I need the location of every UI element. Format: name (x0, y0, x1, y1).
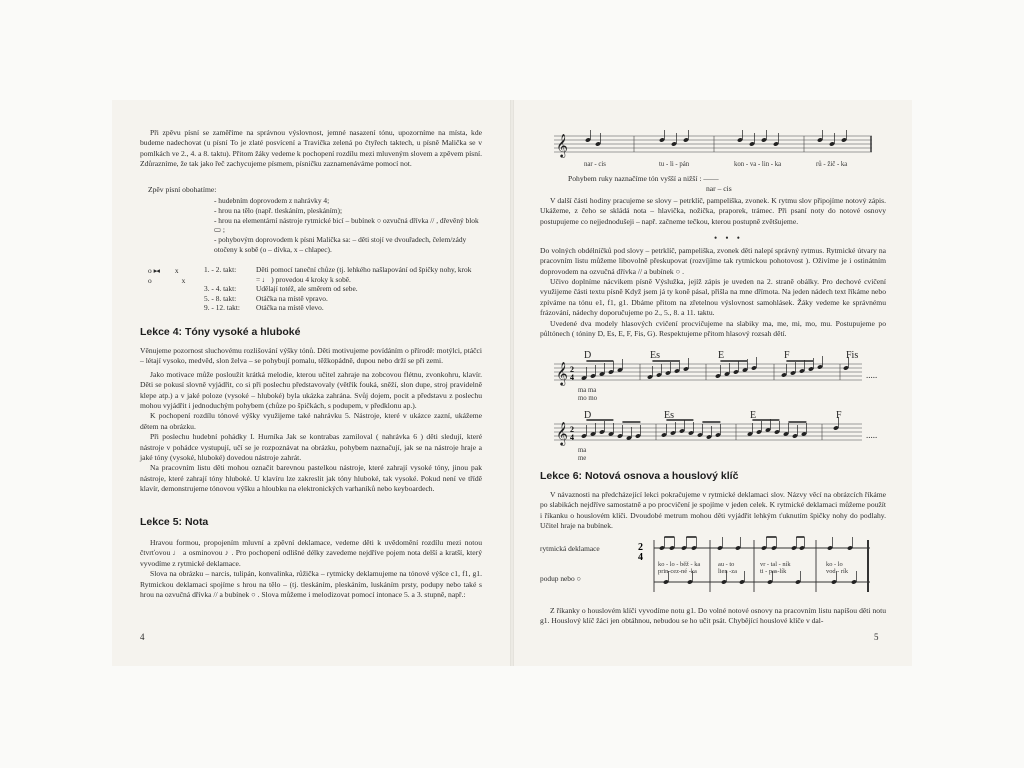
treble-clef-icon: 𝄞 (556, 423, 568, 445)
lesson5-paragraph: Slova na obrázku – narcis, tulipán, konvalinka, růžička – rytmicky deklamujeme na tónové výšce c1, f1, g1. Rytmickou deklamaci spojíme s hrou na tělo – (tj. tleskáním, pleskáním, luskáním prsty, podupy nebo také s hrou na ozvučná dřívka // a bubínek ○ . Slova můžeme i melodizovat pomocí intonace 5. a 3. stupně, např.: (140, 569, 482, 600)
lesson4-paragraph: Při poslechu hudební pohádky I. Hurníka Jak se kontrabas zamiloval ( nahrávka 6 ) děti sledují, které nástroje v pohádce vystupují, učí se je rozpoznávat na obrázku, pohybem naznačují, jak se na nástroje hraje a jaké tóny (vysoké, hluboké) dovedou nástroje zahrát. (140, 432, 482, 463)
word-melody-staff (554, 130, 872, 170)
voice-exercise-2 (554, 408, 894, 464)
key-label: Es (664, 410, 674, 421)
lesson4-paragraph: Jako motivace může posloužit krátká melodie, kterou učitel zahraje na zobcovou flétnu, zvonkohru, klavír. Děti se pokusí slovně vyjádřit, co si při poslechu představovaly (větřík fouká, sněží, slon dupe, stroj pravidelně klepe atp.) a v jaké poloze (vysoké – hluboké) byla ukázka zahrána. Svůj dojem, pocit a představu z poslechu mohou vyjádřit i jednoduchým pohybem (chůze po špičkách, s podupem, v předklonu ap.). (140, 369, 482, 411)
syllable: lien -za (718, 568, 737, 575)
treble-clef-icon: 𝄞 (556, 363, 568, 385)
key-label: D (584, 350, 592, 361)
syllable: vod - rík (826, 568, 849, 575)
treble-clef-icon: 𝄞 (556, 135, 568, 157)
notes-paragraph: V další části hodiny pracujeme se slovy – petrklíč, pampeliška, zvonek. K rytmu slov připojíme notový zápis. Ukážeme, z čeho se skládá nota – hlavička, nožička, praporek, trámec. Při psaní noty do notové osnovy postupujeme co nejjednodušeji – např. začneme tečkou, kterou postupně zvětšujeme. (540, 196, 886, 226)
list-item: - pohybovým doprovodem k písni Malička sa: – děti stojí ve dvouřadech, čelem/zády otočeny k sobě (o – dívka, x – chlapec). (214, 235, 467, 254)
growing-dots: • • • (714, 233, 743, 243)
rhythm-score (634, 536, 874, 600)
table-row (204, 294, 482, 304)
table-row (204, 303, 482, 313)
list-item: - hrou na elementární nástroje rytmické bicí – bubínek ○ ozvučná dřívka // , dřevěný blok ▭ ; (214, 215, 479, 235)
key-label: Es (650, 350, 660, 361)
syllable: ko - lo - běž - ka (658, 561, 701, 568)
lesson5-title: Lekce 5: Nota (140, 516, 209, 528)
table-cell: 3. - 4. takt: (204, 284, 237, 294)
key-label: Fis (846, 350, 859, 361)
lyric: tu - li - pán (659, 161, 690, 168)
table-cell: Otáčka na místě vpravo. (256, 293, 328, 303)
dance-symbol: o (148, 266, 152, 275)
key-label: E (750, 410, 757, 421)
table-cell: 9. - 12. takt: (204, 303, 240, 313)
lyric: nar - cis (584, 161, 606, 168)
lesson6-title: Lekce 6: Notová osnova a houslový klíč (540, 470, 739, 482)
syllable: ma ma (578, 387, 597, 394)
key-label: F (836, 410, 842, 421)
time-signature: 4 (570, 373, 574, 382)
key-label: F (784, 350, 790, 361)
time-signature: 4 (638, 552, 643, 563)
intro-paragraph: Při zpěvu písní se zaměříme na správnou výslovnost, jemné nasazení tónu, upozorníme na místa, kde budeme nadechovat (u písní To je zlaté posvícení a Travička zelená po čtyřech taktech, u písně Malička se v pomlkách ve 2., 4. a 8. taktu). Přitom žáky vedeme k pochopení rozdílu mezi mluveným slovem a zpěvem písní. Zdůrazníme, že tak jako řeč zachycujeme písmem, písničku zaznamenáváme pomocí not. (140, 128, 482, 169)
page-number: 4 (140, 632, 145, 642)
table-cell: Děti pomocí taneční chůze (tj. lehkého našlapování od špičky nohy, krok = ♩ ) provedou 4 kroky k sobě. (256, 265, 472, 284)
lesson4-paragraph: Na pracovním listu děti mohou označit barevnou pastelkou nástroje, které zahrají vysoké tóny, jinou pak nástroje, které zahrají tóny hluboké. U klavíru lze zakreslit jak tóny hluboké, tak vysoké. Pokud není ve třídě klavír, demonstrujeme tónovou výšku a hloubku na elektronických varhaníků nebo keyboardech. (140, 463, 482, 494)
dance-symbol: o (148, 276, 152, 285)
closing-paragraph: Z říkanky o houslovém klíči vyvodíme notu g1. Do volné notové osnovy na pracovním listu napíšou děti notu g1. Houslový klíč žáci jen obtáhnou, nebudou se ho učit psát. Chybějící houslové klíče v dal- (540, 606, 886, 626)
table-cell: Otáčka na místě vlevo. (256, 303, 324, 313)
lesson4-title: Lekce 4: Tóny vysoké a hluboké (140, 326, 301, 338)
time-signature: 4 (570, 433, 574, 442)
lesson5-paragraph: Hravou formou, propojením mluvní a zpěvní deklamace, vedeme děti k uvědomění rozdílu mezi notou čtvrťovou ♩ a osminovou ♪ . Pro pochopení odlišné délky zavedeme nejdříve pojem nota delší a kratší, který vyvodíme z rytmické deklamace. (140, 538, 482, 568)
lyric: kon - va - lin - ka (734, 161, 782, 168)
dance-table (204, 265, 482, 313)
table-cell: 1. - 2. takt: (204, 265, 237, 274)
right-page (514, 100, 912, 666)
lesson5-body (140, 538, 482, 600)
time-signature: 2 (570, 365, 574, 374)
continuation-mark: ..... (866, 370, 878, 380)
table-cell: 5. - 8. takt: (204, 293, 237, 303)
hand-movement-word: nar – cis (706, 184, 732, 193)
rhythm-label: podup nebo ○ (540, 574, 582, 583)
table-row (204, 265, 482, 284)
arrows-icon: ▸◂ (153, 266, 159, 275)
key-label: E (718, 350, 725, 361)
syllable: ko - lo (826, 561, 843, 568)
syllable: au - to (718, 561, 735, 568)
accompaniment-list (214, 196, 482, 255)
syllable: prin-cez-né -ka (658, 568, 697, 575)
left-page (112, 100, 510, 666)
key-label: D (584, 410, 592, 421)
lesson6-paragraph: V návaznosti na předcházející lekci pokračujeme v rytmické deklamaci slov. Názvy věcí na obrázcích říkáme po slabikách nejdříve samostatně a po procvičení je spojíme v jeden celek. K rytmické deklamaci můžeme použít i říkanku o houslovém klíči. Dvoudobé metrum mohou děti vyjádřit lehkým ťuknutím špičky nohy do podlahy. Učitel hraje na bubínek. (540, 490, 886, 531)
dance-formation-diagram (148, 266, 188, 286)
table-cell: Udělají totéž, ale směrem od sebe. (256, 284, 358, 294)
voice-exercise-1 (554, 348, 894, 404)
hand-movement-note: Pohybem ruky naznačíme tón vyšší a nižší : —— (568, 174, 719, 183)
time-signature: 2 (638, 542, 643, 553)
accompaniment-intro: Zpěv písní obohatíme: (148, 185, 217, 194)
syllable: ti - pas-lík (760, 568, 787, 575)
syllable: ma (578, 447, 587, 454)
page-number: 5 (874, 632, 879, 642)
song-paragraph: Učivo doplníme nácvikem písně Výslužka, jejíž zápis je uveden na 2. straně obálky. Pro dechové cvičení využijeme části textu písně Když jsem já ty koně pásal, přišla na mne dřímota. Na jeden nádech text říkáme nebo zpíváme na tónu e1, f1, g1. Dbáme přitom na zřetelnou výslovnost samohlásek. Žáky vedeme ke správnému frázování, nádechy doporučujeme po 2., 5., 8. a 11. taktu. (540, 277, 886, 318)
continuation-mark: ..... (866, 430, 878, 440)
time-signature: 2 (570, 425, 574, 434)
syllable: mo mo (578, 395, 598, 402)
figures-paragraph: Do volných obdélníčků pod slovy – petrklíč, pampeliška, zvonek děti nalepí správný rytmus. Rytmické útvary na pracovním listu můžeme libovolně přeskupovat (rozvíjíme tak rytmickou pohotovost ). Oživíme je i ostinátním doprovodem na ozvučná dřívka // a bubínek ○ . (540, 246, 886, 276)
lesson4-paragraph: Věnujeme pozornost sluchovému rozlišování výšky tónů. Děti motivujeme povídáním o přírodě: motýlci, ptáčci – létají vysoko, medvěd, slon želva – se pohybují pomalu, těžkopádně, dupou nebo drží se při zemi. (140, 346, 482, 366)
syllable: me (578, 455, 587, 462)
lesson4-body (140, 346, 482, 495)
lesson4-paragraph: K pochopení rozdílu tónové výšky využijeme také nahrávku 5. Nástroje, které v ukázce zazní, ukážeme dětem na obrázku. (140, 411, 482, 431)
list-item: - hrou na tělo (např. tleskáním, pleskáním); (214, 205, 343, 215)
table-row (204, 284, 482, 294)
syllable: vr - tal - ník (760, 561, 791, 568)
lyric: rů - žič - ka (816, 161, 848, 168)
voice-paragraph: Uvedené dva modely hlasových cvičení procvičujeme na slabiky ma, me, mi, mo, mu. Postupujeme po půltónech ( tóniny D, Es, E, F, Fis, G). Respektujeme přitom hlasový rozsah dětí. (540, 319, 886, 339)
dance-symbol: x (181, 276, 186, 285)
dance-symbol: x (174, 266, 179, 275)
rhythm-label: rytmická deklamace (540, 544, 600, 553)
list-item: - hudebním doprovodem z nahrávky 4; (214, 196, 330, 205)
